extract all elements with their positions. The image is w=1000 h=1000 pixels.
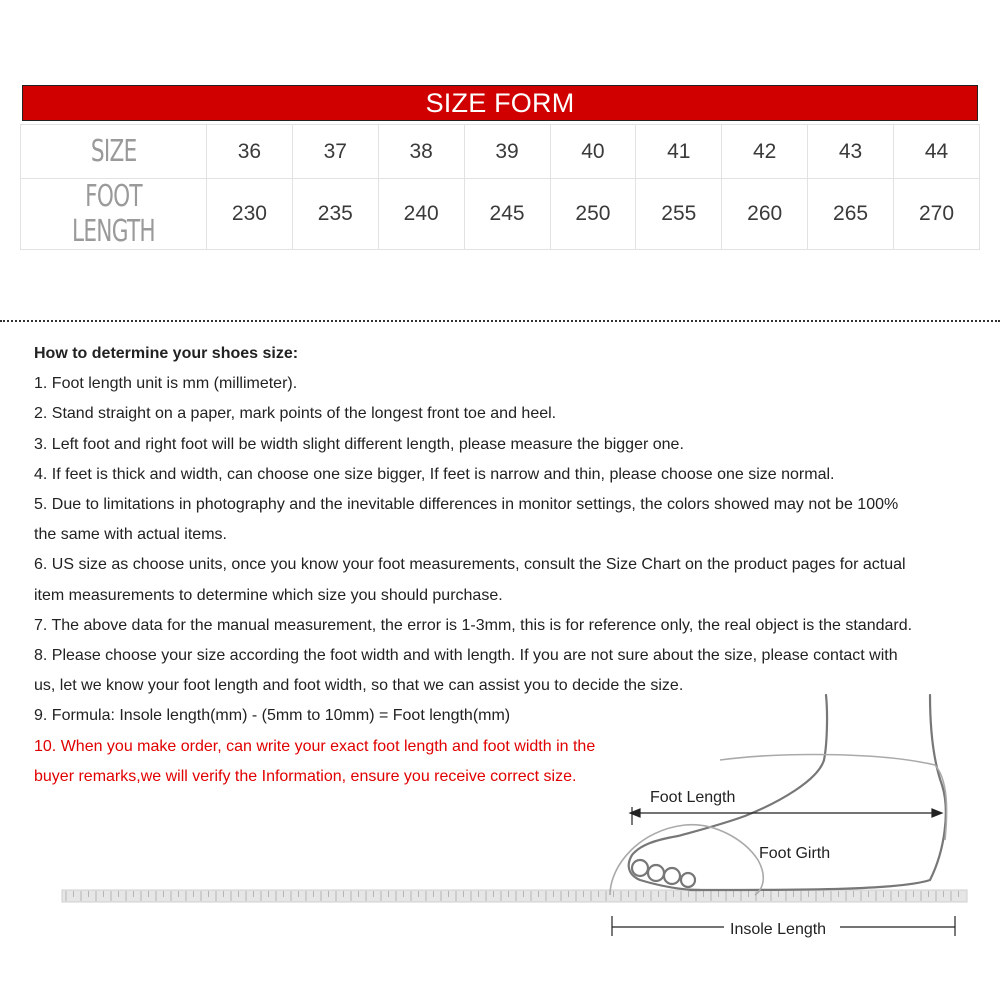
toe-4 — [681, 873, 695, 887]
ankle-curve — [720, 755, 947, 840]
size-cell: 44 — [894, 125, 980, 179]
size-cell: 37 — [292, 125, 378, 179]
size-cell: 36 — [207, 125, 293, 179]
foot-length-label: Foot Length — [650, 789, 736, 806]
leg-front-line — [678, 695, 827, 836]
insole-length-label: Insole Length — [730, 921, 827, 938]
size-cell: 39 — [464, 125, 550, 179]
toe-outline — [629, 836, 700, 890]
foot-length-cell: 250 — [550, 179, 636, 250]
foot-length-cell: 245 — [464, 179, 550, 250]
toe-3 — [664, 868, 680, 884]
order-note-line: buyer remarks,we will verify the Information, ensure you receive correct size. — [34, 767, 577, 785]
size-cell: 40 — [550, 125, 636, 179]
size-form-header — [22, 85, 978, 121]
ruler — [62, 890, 967, 902]
instruction-line: 9. Formula: Insole length(mm) - (5mm to 10mm) = Foot length(mm) — [34, 707, 511, 725]
girth-curve — [610, 825, 763, 895]
instruction-line: 7. The above data for the manual measurement, the error is 1-3mm, this is for reference only, the real object is the standard. — [34, 616, 913, 634]
size-label-text: SIZE — [90, 134, 137, 169]
foot-length-arrow-right-head — [932, 809, 942, 817]
foot-length-cell: 260 — [722, 179, 808, 250]
foot-length-cell: 240 — [378, 179, 464, 250]
foot-measurement-diagram — [0, 690, 1000, 990]
foot-girth-label: Foot Girth — [759, 845, 831, 862]
toe-2 — [648, 865, 664, 881]
order-note-line: 10. When you make order, can write your exact foot length and foot width in the — [34, 737, 596, 755]
foot-length-row — [21, 179, 980, 250]
size-cell: 43 — [808, 125, 894, 179]
instruction-line: 1. Foot length unit is mm (millimeter). — [34, 375, 298, 393]
instruction-line: us, let we know your foot length and foot width, so that we can assist you to decide the size. — [34, 677, 684, 695]
foot-length-cell: 235 — [292, 179, 378, 250]
instruction-line: item measurements to determine which size you should purchase. — [34, 586, 503, 604]
instruction-line: 2. Stand straight on a paper, mark points of the longest front toe and heel. — [34, 405, 557, 423]
dotted-divider — [0, 320, 1000, 322]
instruction-line: 8. Please choose your size according the foot width and with length. If you are not sure about the size, please contact with — [34, 647, 898, 665]
instruction-line: 6. US size as choose units, once you know your foot measurements, consult the Size Chart on the product pages for actual — [34, 556, 906, 574]
size-form-title: SIZE FORM — [425, 87, 575, 118]
foot-length-cell: 265 — [808, 179, 894, 250]
foot-length-row-label — [21, 179, 207, 250]
foot-length-cell: 230 — [207, 179, 293, 250]
foot-length-cell: 270 — [894, 179, 980, 250]
foot-length-label-text: FOOT LENGTH — [72, 179, 155, 249]
size-cell: 38 — [378, 125, 464, 179]
foot-girth-outline — [610, 755, 947, 895]
foot-length-cell: 255 — [636, 179, 722, 250]
size-cell: 42 — [722, 125, 808, 179]
size-row-label — [21, 125, 207, 179]
instruction-line: 3. Left foot and right foot will be width slight different length, please measure the bigger one. — [34, 435, 684, 453]
size-row — [21, 125, 980, 179]
toe-1 — [632, 860, 648, 876]
instruction-line: 4. If feet is thick and width, can choose one size bigger, If feet is narrow and thin, please choose one size normal. — [34, 465, 835, 483]
instruction-line: the same with actual items. — [34, 526, 227, 544]
instructions-heading: How to determine your shoes size: — [34, 345, 299, 362]
size-cell: 41 — [636, 125, 722, 179]
size-table — [20, 124, 980, 250]
foot-length-arrow — [630, 807, 942, 825]
instruction-line: 5. Due to limitations in photography and the inevitable differences in monitor settings, the colors showed may not be 100% — [34, 496, 899, 514]
